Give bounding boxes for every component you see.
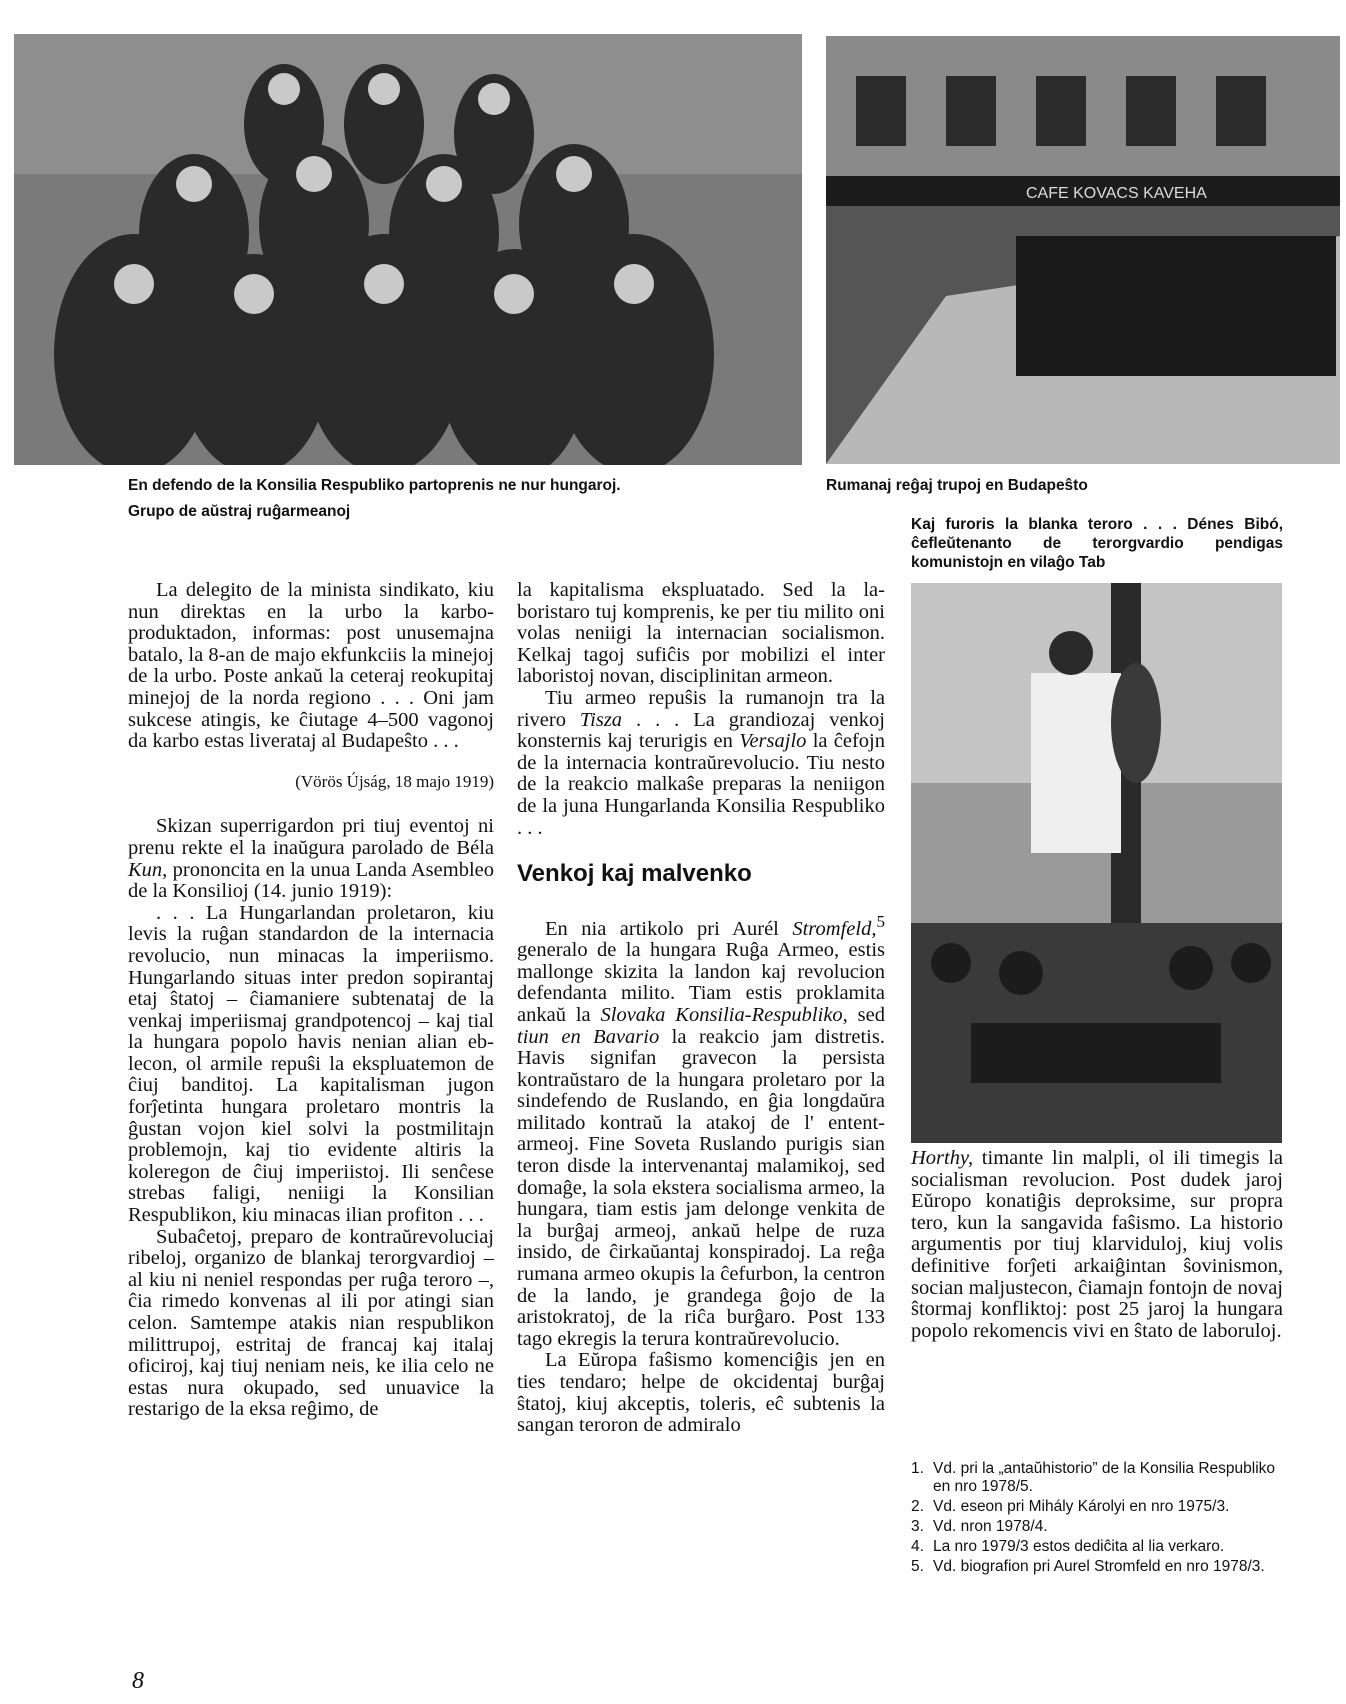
paragraph: La Eŭropa faŝismo komenciĝis jen en ties tendaro; helpe de okcidentaj burĝaj ŝtatoj, kiuj akceptis, toleris, eĉ subtenis la sangan teroron de admiralo [517,1349,885,1437]
paragraph: la kapitalisma ekspluatado. Sed la laboristaro tuj komprenis, ke per tiu milito oni volas neniigi la internacian socialismon. Kelkaj tagoj sufiĉis por mobilizi el inter laboristoj novan, disciplinitan armeon. [517,579,885,688]
footnote: 4. La nro 1979/3 estos dediĉita al lia verkaro. [911,1538,1225,1555]
cafe-sign-text: CAFE KOVACS KAVEHA [1026,185,1207,202]
paragraph: Tiu armeo repuŝis la rumanojn tra la rivero Tisza . . . La grandiozaj venkoj konsternis kaj terurigis en Versajlo la ĉefojn de la internacia kontraŭrevolucio. Tiu nesto de la reakcio malkaŝe preparas la neniigon de la juna Hungarlanda Konsilia Respubliko . . . [517,686,886,839]
photo2-caption: Rumanaj reĝaj trupoj en Budapeŝto [826,477,1088,494]
quotation-paragraph: . . . La Hungarlandan proletaron, kiu levis la ruĝan standardon de la internacia revolucio, nun minacas la imperiismo. Hungarlando situas inter predon sopirantaj etaj ŝtatoj – ĉiamaniere subtenataj de la venkaj imperiismaj grandpotencoj – kaj tial la hungara popolo havis nenian alian eblecon, ol armile repuŝi la ekspluatemon de ĉiuj banditoj. La kapitalisman jugon forĵetinta hungara proletaro montris la ĝustan vojon kiel solvi la postmilitajn problemojn, kaj tio evidente altiris la koleregon de ĉiuj imperiistoj. Ili senĉese strebas faligi, neniigi la Konsilian Respublikon, kiu minacas ilian profiton . . . [128,901,494,1227]
photo1-caption [128,475,788,523]
paragraph: Horthy, timante lin malpli, ol ili timegis la socialisman revolucion. Post dudek jaroj Eŭropo konatiĝis deproksime, sur propra tero, kun la sangavida faŝismo. La historio argumentis por tiuj klarviduloj, kiuj volis definitive forĵeti arkaiĝintan ŝovinismon, socian maljustecon, ĉiamajn fontojn de novaj ŝtormaj konfliktoj: post 25 jaroj la hungara popolo rekomencis vivi en ŝtato de laboruloj. [911,1147,1283,1342]
paragraph: En nia artikolo pri Aurél Stromfeld,$^5$ generalo de la hungara Ruĝa Armeo, estis mallonge skizita la landon kaj revolucion defendanta milito. Tiam estis proklamita ankaŭ la Slovaka Konsilia-Respubliko, sed tiun en Bavario la reakcio jam distretis. Havis signifan gravecon la persista kontraŭstaro de la hungara proletaro por la sindefendo de Ruslando, en ĝia longdaŭra militado kontraŭ la atakoj de l' entent-armeoj. Fine Soveta Ruslando purigis sian teron disde la intervenantaj malamikoj, sed domaĝe, la sola ekstera socialisma armeo, la hungara, tiam estis jam delonge venkita de la burĝaj armeoj, ankaŭ helpe de ruza insido, de ĉirkaŭantaj konspiradoj. La reĝa rumana armeo okupis la ĉefurbon, la centron de la lando, je grandega ĝojo de la aristokratoj, de la riĉa burĝaro. Post 133 tago ekregis la terura kontraŭrevolucio. [517,911,885,1350]
article-column-1 [128,580,494,1421]
footnote: 3. Vd. nron 1978/4. [911,1518,1048,1535]
article-column-3 [911,1148,1283,1342]
photo-romanian-troops-budapest [826,36,1340,464]
quotation-paragraph: Subaĉetoj, preparo de kontraŭrevoluciaj ribeloj, organizo de blankaj terorgvardioj – al kiu ni neniel respondas per ruĝa teroro –, ĉia rimedo konvenas al ili por atingi sian celon. Samtempe atakis nian respublikon milittrupoj, estritaj de francaj kaj italaj oficiroj, kaj tiuj neniam neis, ke ilia celo ne estas nura okupado, sed unuavice la restarigo de la eksa reĝimo, de [128,1225,494,1421]
footnote-ref: 5 [876,911,885,931]
photo1-caption-line1: En defendo de la Konsilia Respubliko partoprenis ne nur hungaroj. [128,477,621,494]
page-number: 8 [132,1668,144,1694]
photo-white-terror-execution [911,583,1282,1143]
source-citation: (Vörös Újság, 18 majo 1919) [295,771,494,791]
footnote: 1. Vd. pri la „antaŭhistorio” de la Konsilia Respubliko en nro 1978/5. [911,1460,1276,1495]
section-heading: Venkoj kaj malvenko [517,860,752,888]
photo-austrian-red-army-soldiers [14,34,802,465]
photo1-caption-line2: Grupo de aŭstraj ruĝarmeanoj [128,503,351,520]
footnote: 5. Vd. biografion pri Aurel Stromfeld en nro 1978/3. [911,1558,1265,1575]
article-column-2 [517,580,885,1437]
footnotes [911,1460,1281,1578]
footnote: 2. Vd. eseon pri Mihály Károlyi en nro 1975/3. [911,1498,1230,1515]
paragraph: La delegito de la minista sindikato, kiu nun direktas en la urbo la karboproduktadon, informas: post unusemajna batalo, la 8-an de majo ekfunkciis la minejoj de la urbo. Poste ankaŭ la ceteraj reokupitaj minejoj de la norda regiono . . . Oni jam sukcese atingis, ke ĉiutage 4–500 vagonoj da karbo estas liverataj al Budapeŝto . . . [128,579,494,753]
paragraph: Skizan superrigardon pri tiuj eventoj ni prenu rekte el la inaŭgura parolado de Béla Kun, prononcita en la unua Landa Asembleo de la Konsilioj (14. junio 1919): [128,815,494,903]
photo3-caption: Kaj furoris la blanka teroro . . . Dénes Bibó, ĉefleŭtenanto de terorgvardio pendigas komunistojn en vilaĝo Tab [911,516,1283,571]
